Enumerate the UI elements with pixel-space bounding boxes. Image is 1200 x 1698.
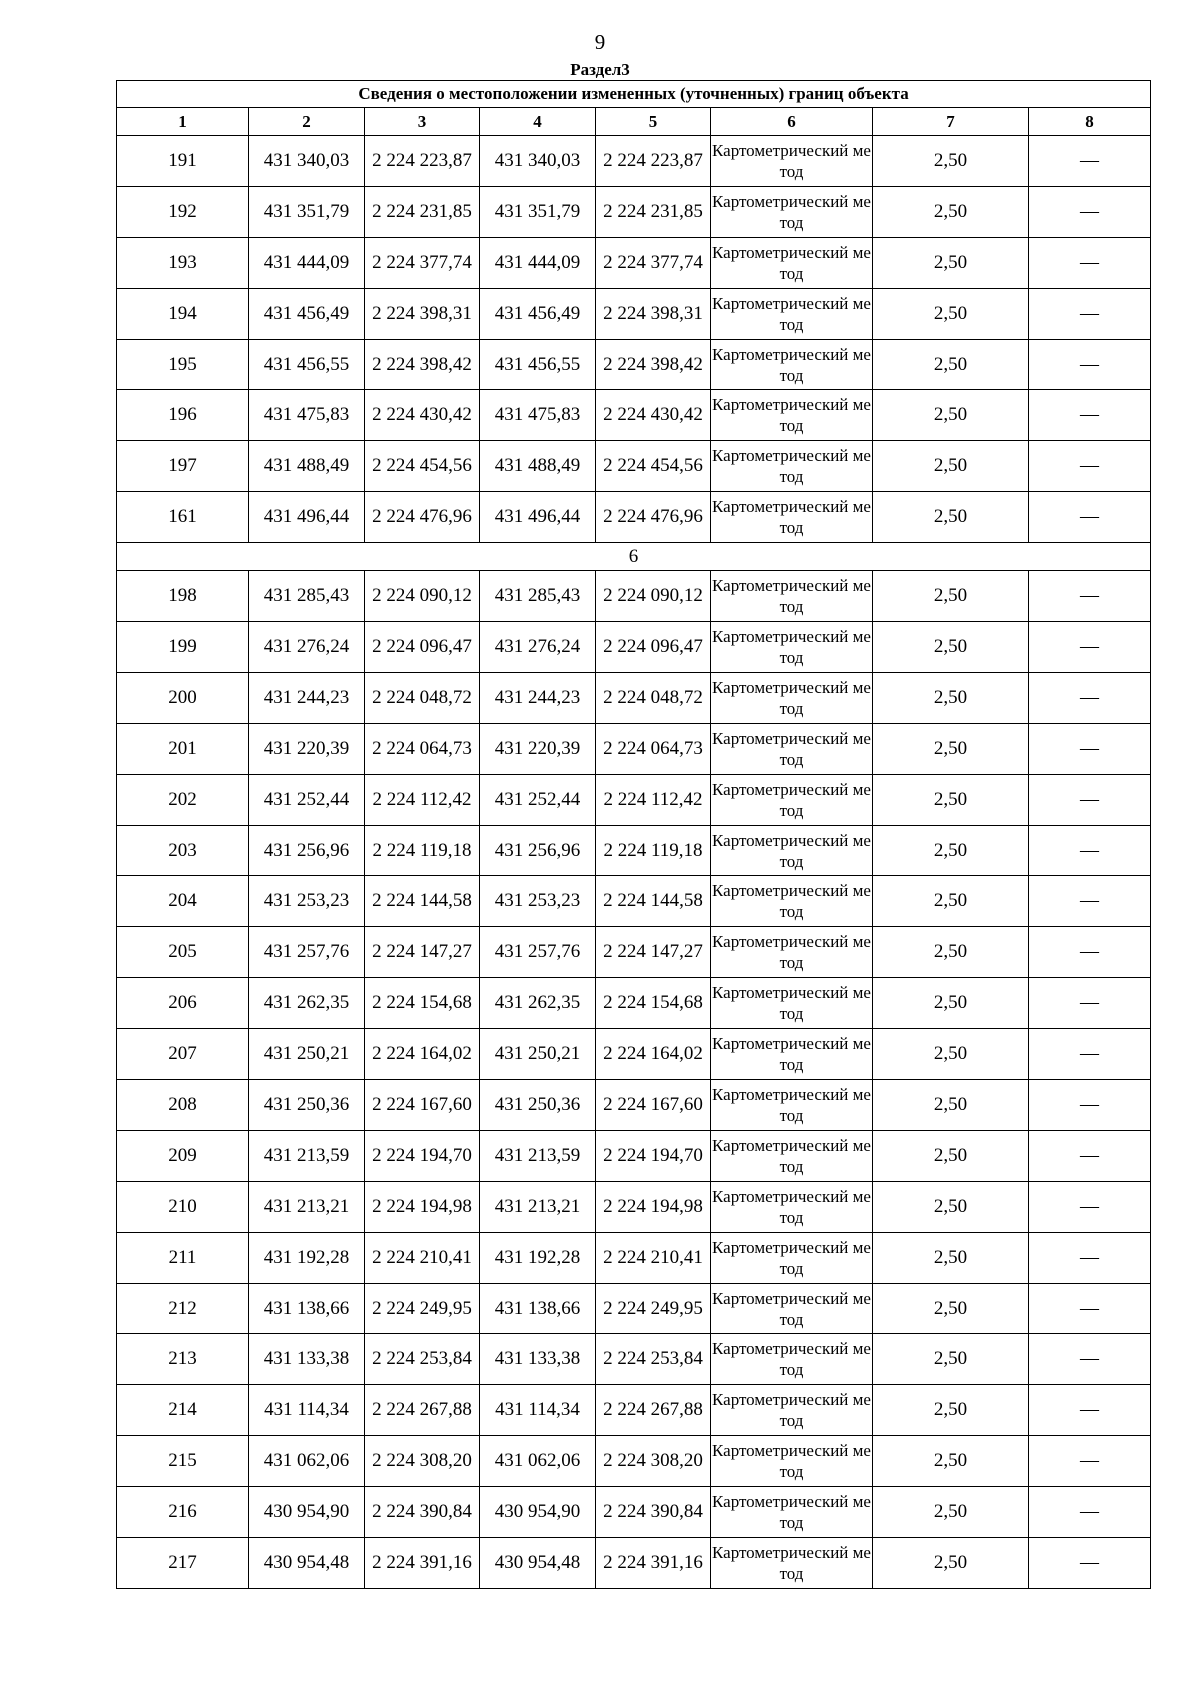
- cell-x-new: 431 244,23: [480, 672, 596, 723]
- cell-point-number: 212: [117, 1283, 249, 1334]
- cell-accuracy: 2,50: [873, 622, 1029, 673]
- cell-x-existing: 431 192,28: [249, 1232, 365, 1283]
- column-header-5: 5: [596, 108, 711, 136]
- cell-method: Картометрический метод: [711, 876, 873, 927]
- cell-accuracy: 2,50: [873, 136, 1029, 187]
- cell-x-new: 431 133,38: [480, 1334, 596, 1385]
- cell-x-new: 431 351,79: [480, 186, 596, 237]
- cell-y-new: 2 224 476,96: [596, 492, 711, 543]
- table-row: [117, 1436, 1151, 1487]
- table-row: [117, 927, 1151, 978]
- cell-x-existing: 431 285,43: [249, 571, 365, 622]
- table-row: [117, 1181, 1151, 1232]
- cell-method: Картометрический метод: [711, 1080, 873, 1131]
- cell-x-new: 431 475,83: [480, 390, 596, 441]
- cell-point-number: 201: [117, 723, 249, 774]
- cell-accuracy: 2,50: [873, 492, 1029, 543]
- cell-y-existing: 2 224 223,87: [365, 136, 480, 187]
- cell-x-existing: 431 252,44: [249, 774, 365, 825]
- cell-x-existing: 431 351,79: [249, 186, 365, 237]
- cell-x-existing: 431 340,03: [249, 136, 365, 187]
- cell-x-new: 431 276,24: [480, 622, 596, 673]
- table-row: [117, 186, 1151, 237]
- cell-method: Картометрический метод: [711, 1436, 873, 1487]
- cell-x-new: 431 456,49: [480, 288, 596, 339]
- cell-x-new: 431 062,06: [480, 1436, 596, 1487]
- cell-accuracy: 2,50: [873, 1029, 1029, 1080]
- cell-point-number: 204: [117, 876, 249, 927]
- cell-point-number: 195: [117, 339, 249, 390]
- cell-y-existing: 2 224 194,70: [365, 1130, 480, 1181]
- cell-accuracy: 2,50: [873, 927, 1029, 978]
- cell-point-number: 161: [117, 492, 249, 543]
- cell-description: —: [1029, 571, 1151, 622]
- cell-y-existing: 2 224 147,27: [365, 927, 480, 978]
- table-row: [117, 1334, 1151, 1385]
- cell-accuracy: 2,50: [873, 1436, 1029, 1487]
- cell-x-existing: 431 062,06: [249, 1436, 365, 1487]
- column-header-7: 7: [873, 108, 1029, 136]
- cell-y-existing: 2 224 390,84: [365, 1487, 480, 1538]
- cell-y-new: 2 224 048,72: [596, 672, 711, 723]
- cell-method: Картометрический метод: [711, 1181, 873, 1232]
- cell-x-new: 431 340,03: [480, 136, 596, 187]
- cell-x-existing: 431 444,09: [249, 237, 365, 288]
- table-row: [117, 876, 1151, 927]
- cell-method: Картометрический метод: [711, 622, 873, 673]
- cell-x-new: 431 444,09: [480, 237, 596, 288]
- cell-y-existing: 2 224 064,73: [365, 723, 480, 774]
- cell-y-new: 2 224 064,73: [596, 723, 711, 774]
- column-header-2: 2: [249, 108, 365, 136]
- cell-x-new: 430 954,90: [480, 1487, 596, 1538]
- cell-x-new: 431 220,39: [480, 723, 596, 774]
- cell-y-new: 2 224 253,84: [596, 1334, 711, 1385]
- cell-accuracy: 2,50: [873, 1487, 1029, 1538]
- cell-y-existing: 2 224 454,56: [365, 441, 480, 492]
- table-row: [117, 774, 1151, 825]
- table-row: [117, 723, 1151, 774]
- cell-x-new: 431 262,35: [480, 978, 596, 1029]
- cell-y-existing: 2 224 112,42: [365, 774, 480, 825]
- cell-x-new: 431 138,66: [480, 1283, 596, 1334]
- table-row: [117, 978, 1151, 1029]
- cell-y-new: 2 224 391,16: [596, 1538, 711, 1589]
- coordinates-table: [116, 80, 1151, 1589]
- cell-y-existing: 2 224 048,72: [365, 672, 480, 723]
- cell-point-number: 199: [117, 622, 249, 673]
- cell-x-new: 431 257,76: [480, 927, 596, 978]
- cell-method: Картометрический метод: [711, 1283, 873, 1334]
- cell-point-number: 215: [117, 1436, 249, 1487]
- cell-y-new: 2 224 119,18: [596, 825, 711, 876]
- cell-x-new: 431 250,36: [480, 1080, 596, 1131]
- cell-x-existing: 431 262,35: [249, 978, 365, 1029]
- cell-description: —: [1029, 1334, 1151, 1385]
- cell-accuracy: 2,50: [873, 237, 1029, 288]
- cell-accuracy: 2,50: [873, 441, 1029, 492]
- cell-point-number: 196: [117, 390, 249, 441]
- cell-point-number: 206: [117, 978, 249, 1029]
- cell-method: Картометрический метод: [711, 1232, 873, 1283]
- cell-description: —: [1029, 622, 1151, 673]
- table-row: [117, 1487, 1151, 1538]
- cell-x-existing: 431 244,23: [249, 672, 365, 723]
- cell-description: —: [1029, 774, 1151, 825]
- cell-y-existing: 2 224 398,42: [365, 339, 480, 390]
- cell-accuracy: 2,50: [873, 571, 1029, 622]
- cell-point-number: 214: [117, 1385, 249, 1436]
- cell-y-new: 2 224 194,70: [596, 1130, 711, 1181]
- cell-accuracy: 2,50: [873, 774, 1029, 825]
- cell-point-number: 200: [117, 672, 249, 723]
- cell-description: —: [1029, 288, 1151, 339]
- cell-accuracy: 2,50: [873, 390, 1029, 441]
- cell-method: Картометрический метод: [711, 237, 873, 288]
- cell-x-new: 431 213,21: [480, 1181, 596, 1232]
- cell-x-new: 431 252,44: [480, 774, 596, 825]
- cell-y-new: 2 224 390,84: [596, 1487, 711, 1538]
- cell-x-existing: 431 133,38: [249, 1334, 365, 1385]
- cell-y-new: 2 224 398,31: [596, 288, 711, 339]
- cell-x-new: 431 456,55: [480, 339, 596, 390]
- cell-method: Картометрический метод: [711, 723, 873, 774]
- cell-y-new: 2 224 154,68: [596, 978, 711, 1029]
- cell-y-new: 2 224 223,87: [596, 136, 711, 187]
- cell-method: Картометрический метод: [711, 1538, 873, 1589]
- cell-x-new: 430 954,48: [480, 1538, 596, 1589]
- cell-y-new: 2 224 454,56: [596, 441, 711, 492]
- cell-x-new: 431 256,96: [480, 825, 596, 876]
- cell-x-existing: 431 276,24: [249, 622, 365, 673]
- cell-point-number: 203: [117, 825, 249, 876]
- cell-y-existing: 2 224 391,16: [365, 1538, 480, 1589]
- cell-description: —: [1029, 390, 1151, 441]
- cell-y-existing: 2 224 154,68: [365, 978, 480, 1029]
- cell-y-new: 2 224 096,47: [596, 622, 711, 673]
- table-row: [117, 288, 1151, 339]
- cell-x-existing: 431 250,21: [249, 1029, 365, 1080]
- cell-description: —: [1029, 723, 1151, 774]
- cell-description: —: [1029, 441, 1151, 492]
- cell-x-existing: 430 954,90: [249, 1487, 365, 1538]
- cell-y-existing: 2 224 167,60: [365, 1080, 480, 1131]
- cell-description: —: [1029, 1232, 1151, 1283]
- cell-x-existing: 431 250,36: [249, 1080, 365, 1131]
- cell-point-number: 198: [117, 571, 249, 622]
- cell-accuracy: 2,50: [873, 1385, 1029, 1436]
- cell-point-number: 194: [117, 288, 249, 339]
- cell-description: —: [1029, 978, 1151, 1029]
- section-title: Раздел3: [570, 60, 630, 79]
- cell-description: —: [1029, 1436, 1151, 1487]
- table-row: [117, 441, 1151, 492]
- cell-y-existing: 2 224 090,12: [365, 571, 480, 622]
- cell-method: Картометрический метод: [711, 927, 873, 978]
- cell-y-new: 2 224 398,42: [596, 339, 711, 390]
- cell-description: —: [1029, 136, 1151, 187]
- cell-y-new: 2 224 210,41: [596, 1232, 711, 1283]
- cell-x-new: 431 192,28: [480, 1232, 596, 1283]
- cell-description: —: [1029, 1283, 1151, 1334]
- column-header-3: 3: [365, 108, 480, 136]
- cell-point-number: 211: [117, 1232, 249, 1283]
- cell-x-existing: 431 220,39: [249, 723, 365, 774]
- table-row: [117, 1283, 1151, 1334]
- table-row: [117, 622, 1151, 673]
- cell-y-existing: 2 224 231,85: [365, 186, 480, 237]
- column-header-4: 4: [480, 108, 596, 136]
- cell-x-existing: 431 114,34: [249, 1385, 365, 1436]
- cell-method: Картометрический метод: [711, 1385, 873, 1436]
- cell-y-new: 2 224 112,42: [596, 774, 711, 825]
- cell-accuracy: 2,50: [873, 186, 1029, 237]
- cell-accuracy: 2,50: [873, 1538, 1029, 1589]
- table-row: [117, 339, 1151, 390]
- cell-point-number: 202: [117, 774, 249, 825]
- cell-description: —: [1029, 1029, 1151, 1080]
- column-header-row: [117, 108, 1151, 136]
- table-title: Сведения о местоположении измененных (уточненных) границ объекта: [117, 81, 1151, 108]
- cell-y-new: 2 224 377,74: [596, 237, 711, 288]
- cell-x-new: 431 213,59: [480, 1130, 596, 1181]
- cell-point-number: 191: [117, 136, 249, 187]
- column-header-8: 8: [1029, 108, 1151, 136]
- cell-y-new: 2 224 164,02: [596, 1029, 711, 1080]
- cell-point-number: 197: [117, 441, 249, 492]
- table-row: [117, 672, 1151, 723]
- cell-method: Картометрический метод: [711, 1029, 873, 1080]
- cell-y-new: 2 224 194,98: [596, 1181, 711, 1232]
- cell-method: Картометрический метод: [711, 672, 873, 723]
- cell-x-existing: 431 138,66: [249, 1283, 365, 1334]
- cell-x-existing: 431 213,59: [249, 1130, 365, 1181]
- cell-method: Картометрический метод: [711, 136, 873, 187]
- table-row: [117, 1080, 1151, 1131]
- cell-x-new: 431 488,49: [480, 441, 596, 492]
- cell-point-number: 205: [117, 927, 249, 978]
- cell-point-number: 210: [117, 1181, 249, 1232]
- cell-accuracy: 2,50: [873, 1232, 1029, 1283]
- column-header-6: 6: [711, 108, 873, 136]
- cell-y-existing: 2 224 267,88: [365, 1385, 480, 1436]
- cell-x-new: 431 253,23: [480, 876, 596, 927]
- cell-point-number: 209: [117, 1130, 249, 1181]
- contour-group-row: [117, 543, 1151, 571]
- cell-y-existing: 2 224 249,95: [365, 1283, 480, 1334]
- cell-accuracy: 2,50: [873, 978, 1029, 1029]
- cell-y-existing: 2 224 253,84: [365, 1334, 480, 1385]
- cell-y-new: 2 224 308,20: [596, 1436, 711, 1487]
- cell-accuracy: 2,50: [873, 723, 1029, 774]
- cell-y-existing: 2 224 308,20: [365, 1436, 480, 1487]
- cell-y-new: 2 224 430,42: [596, 390, 711, 441]
- cell-point-number: 193: [117, 237, 249, 288]
- table-row: [117, 571, 1151, 622]
- cell-y-new: 2 224 090,12: [596, 571, 711, 622]
- cell-description: —: [1029, 1385, 1151, 1436]
- cell-x-new: 431 496,44: [480, 492, 596, 543]
- cell-description: —: [1029, 825, 1151, 876]
- table-row: [117, 1130, 1151, 1181]
- cell-description: —: [1029, 1080, 1151, 1131]
- cell-accuracy: 2,50: [873, 1334, 1029, 1385]
- cell-accuracy: 2,50: [873, 876, 1029, 927]
- cell-x-existing: 430 954,48: [249, 1538, 365, 1589]
- cell-y-existing: 2 224 430,42: [365, 390, 480, 441]
- cell-description: —: [1029, 1538, 1151, 1589]
- cell-description: —: [1029, 339, 1151, 390]
- cell-method: Картометрический метод: [711, 571, 873, 622]
- cell-method: Картометрический метод: [711, 1487, 873, 1538]
- cell-x-existing: 431 488,49: [249, 441, 365, 492]
- cell-x-new: 431 250,21: [480, 1029, 596, 1080]
- cell-y-new: 2 224 231,85: [596, 186, 711, 237]
- cell-point-number: 216: [117, 1487, 249, 1538]
- cell-method: Картометрический метод: [711, 1334, 873, 1385]
- cell-accuracy: 2,50: [873, 1130, 1029, 1181]
- cell-y-existing: 2 224 377,74: [365, 237, 480, 288]
- cell-accuracy: 2,50: [873, 1181, 1029, 1232]
- cell-accuracy: 2,50: [873, 288, 1029, 339]
- table-row: [117, 492, 1151, 543]
- table-body: [117, 136, 1151, 1589]
- cell-description: —: [1029, 186, 1151, 237]
- cell-method: Картометрический метод: [711, 339, 873, 390]
- cell-y-existing: 2 224 119,18: [365, 825, 480, 876]
- cell-method: Картометрический метод: [711, 492, 873, 543]
- cell-y-existing: 2 224 476,96: [365, 492, 480, 543]
- cell-description: —: [1029, 1181, 1151, 1232]
- table-row: [117, 390, 1151, 441]
- cell-accuracy: 2,50: [873, 825, 1029, 876]
- cell-description: —: [1029, 876, 1151, 927]
- cell-x-new: 431 285,43: [480, 571, 596, 622]
- cell-y-existing: 2 224 210,41: [365, 1232, 480, 1283]
- page-number: 9: [594, 30, 606, 54]
- cell-method: Картометрический метод: [711, 978, 873, 1029]
- table-row: [117, 1029, 1151, 1080]
- cell-point-number: 217: [117, 1538, 249, 1589]
- cell-y-existing: 2 224 096,47: [365, 622, 480, 673]
- table-row: [117, 1538, 1151, 1589]
- cell-description: —: [1029, 492, 1151, 543]
- cell-description: —: [1029, 672, 1151, 723]
- cell-method: Картометрический метод: [711, 774, 873, 825]
- cell-x-existing: 431 213,21: [249, 1181, 365, 1232]
- cell-y-new: 2 224 167,60: [596, 1080, 711, 1131]
- cell-method: Картометрический метод: [711, 825, 873, 876]
- cell-y-existing: 2 224 144,58: [365, 876, 480, 927]
- cell-x-existing: 431 256,96: [249, 825, 365, 876]
- cell-x-existing: 431 475,83: [249, 390, 365, 441]
- cell-point-number: 192: [117, 186, 249, 237]
- column-header-1: 1: [117, 108, 249, 136]
- cell-y-new: 2 224 147,27: [596, 927, 711, 978]
- cell-x-existing: 431 253,23: [249, 876, 365, 927]
- cell-y-existing: 2 224 164,02: [365, 1029, 480, 1080]
- cell-y-existing: 2 224 194,98: [365, 1181, 480, 1232]
- cell-method: Картометрический метод: [711, 186, 873, 237]
- cell-x-existing: 431 496,44: [249, 492, 365, 543]
- cell-method: Картометрический метод: [711, 288, 873, 339]
- cell-x-existing: 431 257,76: [249, 927, 365, 978]
- table-row: [117, 1232, 1151, 1283]
- table-row: [117, 136, 1151, 187]
- cell-y-new: 2 224 249,95: [596, 1283, 711, 1334]
- cell-description: —: [1029, 1487, 1151, 1538]
- cell-x-new: 431 114,34: [480, 1385, 596, 1436]
- cell-accuracy: 2,50: [873, 672, 1029, 723]
- cell-x-existing: 431 456,55: [249, 339, 365, 390]
- table-row: [117, 237, 1151, 288]
- cell-accuracy: 2,50: [873, 1283, 1029, 1334]
- cell-point-number: 213: [117, 1334, 249, 1385]
- contour-number: 6: [117, 543, 1151, 571]
- cell-description: —: [1029, 1130, 1151, 1181]
- cell-y-new: 2 224 267,88: [596, 1385, 711, 1436]
- cell-description: —: [1029, 927, 1151, 978]
- table-row: [117, 825, 1151, 876]
- cell-accuracy: 2,50: [873, 339, 1029, 390]
- cell-x-existing: 431 456,49: [249, 288, 365, 339]
- cell-description: —: [1029, 237, 1151, 288]
- cell-method: Картометрический метод: [711, 390, 873, 441]
- cell-method: Картометрический метод: [711, 441, 873, 492]
- cell-y-new: 2 224 144,58: [596, 876, 711, 927]
- cell-point-number: 207: [117, 1029, 249, 1080]
- cell-accuracy: 2,50: [873, 1080, 1029, 1131]
- cell-y-existing: 2 224 398,31: [365, 288, 480, 339]
- cell-point-number: 208: [117, 1080, 249, 1131]
- table-row: [117, 1385, 1151, 1436]
- cell-method: Картометрический метод: [711, 1130, 873, 1181]
